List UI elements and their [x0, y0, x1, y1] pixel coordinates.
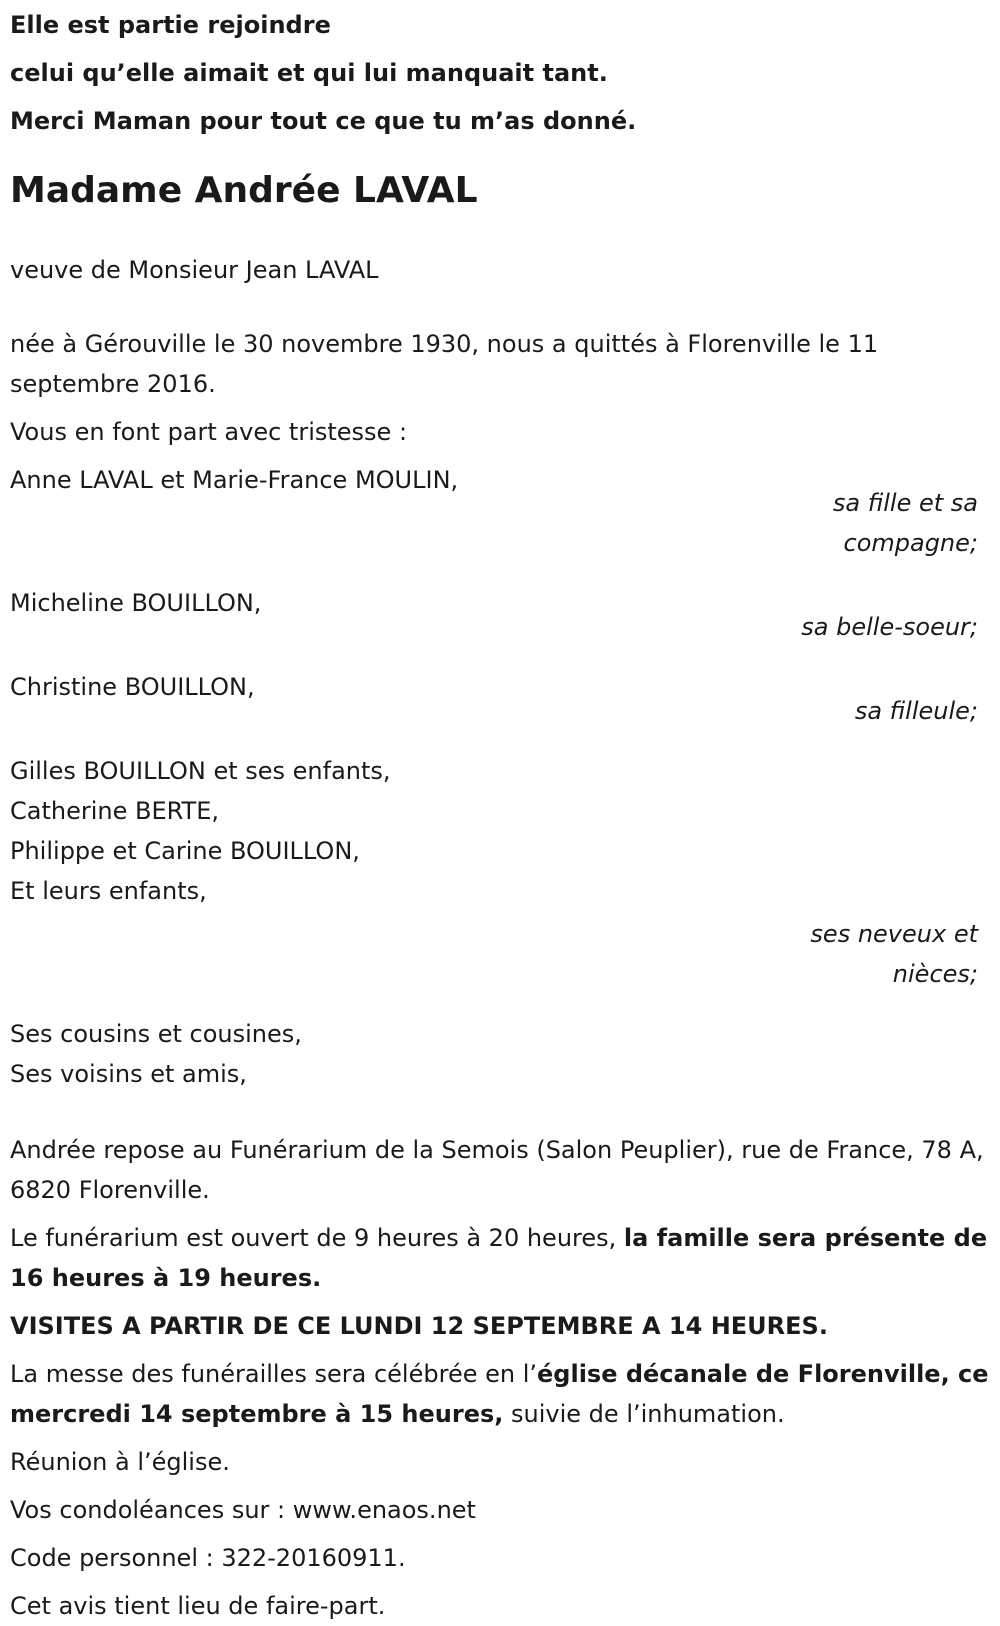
- intro-line-1: Elle est partie rejoindre: [10, 11, 331, 39]
- visits-line: VISITES A PARTIR DE CE LUNDI 12 SEPTEMBRE A 14 HEURES.: [10, 1312, 828, 1340]
- others-line-1: Ses cousins et cousines,: [10, 1020, 302, 1048]
- family-group-2-names: Micheline BOUILLON,: [10, 589, 262, 617]
- family-group-3-names: Christine BOUILLON,: [10, 673, 255, 701]
- code-line: Code personnel : 322-20160911.: [10, 1544, 406, 1572]
- repose-line: Andrée repose au Funérarium de la Semois (Salon Peuplier), rue de France, 78 A, 6820 Florenville.: [10, 1136, 984, 1204]
- mass-part-2: suivie de l’inhumation.: [503, 1400, 785, 1428]
- family-group-3-role: sa filleule;: [854, 697, 978, 725]
- mass-part-1: La messe des funérailles sera célébrée en l’: [10, 1360, 538, 1388]
- reunion-line: Réunion à l’église.: [10, 1448, 230, 1476]
- family-group-4-line-3: Philippe et Carine BOUILLON,: [10, 837, 360, 865]
- widow-of-line: veuve de Monsieur Jean LAVAL: [10, 256, 379, 284]
- deceased-name: Madame Andrée LAVAL: [10, 170, 478, 211]
- family-group-4-role: ses neveux et nièces;: [810, 920, 978, 988]
- hours-line: [10, 1218, 990, 1298]
- family-group-1-role: sa fille et sa compagne;: [832, 489, 978, 557]
- hours-family-present: la famille sera présente de 16 heures à 19 heures.: [10, 1224, 988, 1292]
- mass-line: [10, 1354, 990, 1434]
- family-group-2-role: sa belle-soeur;: [801, 613, 978, 641]
- intro-line-2: celui qu’elle aimait et qui lui manquait tant.: [10, 59, 608, 87]
- intro-line-3: Merci Maman pour tout ce que tu m’as donné.: [10, 107, 637, 135]
- announce-line: Vous en font part avec tristesse :: [10, 418, 408, 446]
- birth-death-line: née à Gérouville le 30 novembre 1930, nous a quittés à Florenville le 11 septembre 2016.: [10, 330, 879, 398]
- family-group-4-line-1: Gilles BOUILLON et ses enfants,: [10, 757, 391, 785]
- condolences-line: Vos condoléances sur : www.enaos.net: [10, 1496, 476, 1524]
- closing-line: Cet avis tient lieu de faire-part.: [10, 1592, 386, 1620]
- family-group-4-line-2: Catherine BERTE,: [10, 797, 220, 825]
- others-line-2: Ses voisins et amis,: [10, 1060, 247, 1088]
- hours-normal: Le funérarium est ouvert de 9 heures à 20 heures,: [10, 1224, 624, 1252]
- family-group-1-names: Anne LAVAL et Marie-France MOULIN,: [10, 466, 459, 494]
- family-group-4-line-4: Et leurs enfants,: [10, 877, 207, 905]
- mass-location-time: église décanale de Florenville, ce mercredi 14 septembre à 15 heures,: [10, 1360, 989, 1428]
